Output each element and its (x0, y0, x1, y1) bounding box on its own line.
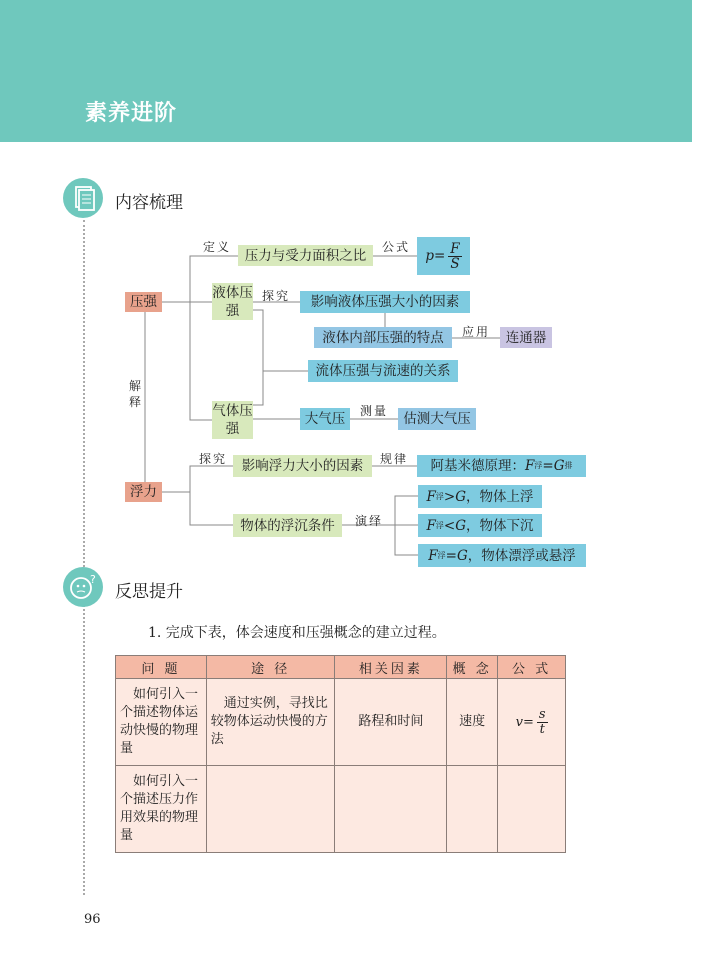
node-pressure-formula (417, 237, 470, 275)
thinking-face-icon (63, 567, 103, 607)
cell-problem: 如何引入一个描述压力作用效果的物理量 (116, 766, 207, 853)
cell-concept[interactable] (447, 766, 498, 853)
cond-f: F (426, 488, 436, 505)
cond-text: ，物体漂浮或悬浮 (467, 547, 576, 564)
node-buoy-factors: 影响浮力大小的因素 (233, 455, 372, 477)
node-condition-sink (418, 514, 542, 537)
label-explore: 探究 (262, 289, 291, 303)
cond-sub: 浮 (435, 520, 444, 530)
label-definition: 定义 (203, 240, 232, 254)
cell-factors[interactable] (335, 766, 447, 853)
cell-concept: 速度 (447, 679, 498, 766)
node-liquid-pressure: 液体压强 (212, 284, 253, 319)
cell-formula[interactable] (498, 766, 566, 853)
formula-den: t (539, 721, 545, 737)
node-definition: 压力与受力面积之比 (238, 245, 373, 266)
cell-method[interactable] (206, 766, 335, 853)
table-row (116, 766, 566, 853)
header-title: 素养进阶 (85, 101, 178, 126)
cond-g: G (456, 547, 468, 564)
question-text: 1. 完成下表，体会速度和压强概念的建立过程。 (148, 625, 446, 641)
label-apply: 应用 (462, 325, 491, 339)
cell-factors: 路程和时间 (335, 679, 447, 766)
table-row (116, 679, 566, 766)
formula-num: s (538, 706, 546, 722)
header-cell: 概 念 (447, 656, 498, 679)
page-number: 96 (84, 912, 101, 927)
header-cell: 相关因素 (335, 656, 447, 679)
archimedes-text: 阿基米德原理： (430, 458, 525, 474)
label-measure: 测量 (360, 404, 389, 418)
cond-f: F (426, 517, 436, 534)
cond-rel: < (443, 517, 456, 534)
cond-sub: 浮 (435, 491, 444, 501)
cell-formula (498, 679, 566, 766)
node-float-conditions: 物体的浮沉条件 (233, 514, 342, 537)
cond-text: ，物体下沉 (465, 517, 534, 534)
formula-eq: = (522, 714, 534, 730)
label-law: 规律 (380, 452, 409, 466)
node-condition-rise (418, 485, 542, 508)
cond-text: ，物体上浮 (465, 488, 534, 505)
node-gas-pressure: 气体压强 (212, 403, 253, 437)
cell-method: 通过实例，寻找比较物体运动快慢的方法 (206, 679, 335, 766)
label-deduce: 演绎 (355, 514, 384, 528)
label-explain: 解释 (129, 379, 144, 409)
cond-rel: = (445, 547, 457, 564)
cond-f: F (428, 547, 438, 564)
node-pressure: 压强 (125, 292, 162, 312)
label-explore-2: 探究 (199, 452, 228, 466)
header-cell: 公 式 (498, 656, 566, 679)
node-atmosphere: 大气压 (300, 408, 350, 430)
svg-text:?: ? (90, 573, 96, 586)
label-formula: 公式 (382, 240, 411, 254)
cell-problem: 如何引入一个描述物体运动快慢的物理量 (116, 679, 207, 766)
header-cell: 途 径 (206, 656, 335, 679)
node-connector: 连通器 (500, 327, 552, 348)
section-title-reflection: 反思提升 (115, 582, 183, 602)
formula-num: F (450, 240, 460, 257)
archimedes-eq: = (542, 458, 554, 474)
formula-den: S (450, 255, 460, 272)
node-estimate: 估测大气压 (398, 408, 476, 430)
node-condition-float (418, 544, 586, 567)
node-fluid-relation: 流体压强与流速的关系 (308, 360, 458, 382)
archimedes-f: F (525, 458, 535, 474)
cond-g: G (455, 488, 466, 505)
formula-eq: = (433, 248, 446, 264)
formula-lhs: p (425, 248, 434, 264)
formula-lhs: v (515, 714, 523, 730)
node-liquid-factors: 影响液体压强大小的因素 (300, 291, 470, 313)
cond-rel: > (443, 488, 456, 505)
archimedes-g: G (553, 458, 565, 474)
archimedes-sub-f: 浮 (534, 461, 543, 470)
concept-table (115, 655, 566, 853)
node-buoyancy: 浮力 (125, 482, 162, 502)
header-cell: 问 题 (116, 656, 207, 679)
section-title-content: 内容梳理 (115, 193, 183, 213)
node-liquid-features: 液体内部压强的特点 (314, 327, 452, 348)
cond-sub: 浮 (437, 550, 446, 560)
cond-g: G (455, 517, 466, 534)
table-header-row (116, 656, 566, 679)
node-archimedes (417, 455, 586, 477)
archimedes-sub-g: 排 (564, 461, 573, 470)
